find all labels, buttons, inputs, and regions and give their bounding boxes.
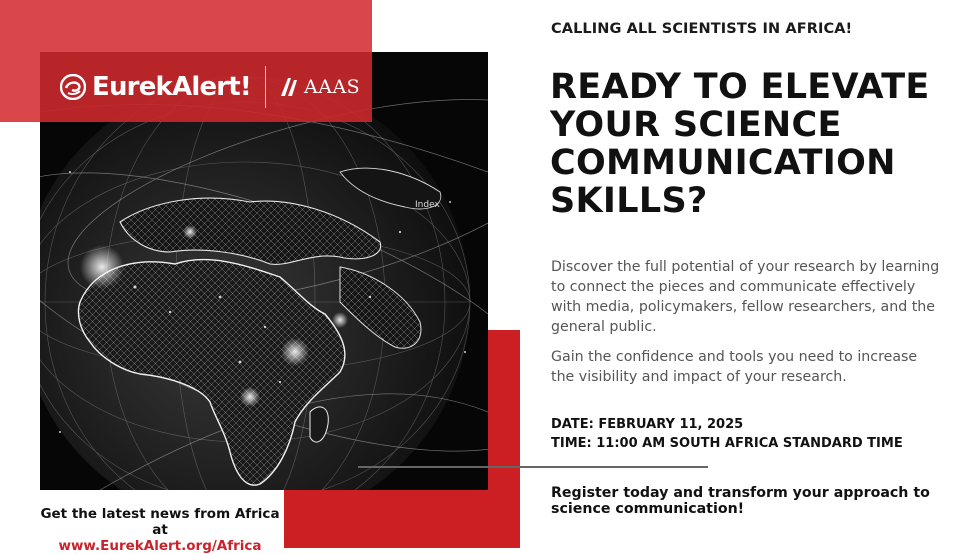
eurekalert-wordmark: EurekAlert!	[92, 72, 251, 102]
register-cta: Register today and transform your approach to science communication!	[551, 485, 930, 517]
eurekalert-logo-icon	[60, 74, 86, 100]
event-time: TIME: 11:00 AM SOUTH AFRICA STANDARD TIME	[551, 436, 903, 451]
aaas-wordmark: AAAS	[304, 76, 361, 98]
benefit-paragraph: Gain the confidence and tools you need to increase the visibility and impact of your research.	[551, 349, 918, 385]
logo-divider	[265, 66, 266, 108]
footer-note	[40, 506, 280, 554]
footer-link[interactable]: www.EurekAlert.org/Africa	[58, 538, 262, 554]
image-index-label: Index	[415, 200, 440, 210]
aaas-logo-icon	[280, 77, 302, 97]
divider-line	[358, 466, 708, 468]
logo-bar	[40, 52, 372, 122]
footer-text: Get the latest news from Africa at	[40, 506, 280, 538]
page-title: READY TO ELEVATE YOUR SCIENCE COMMUNICATION SKILLS?	[550, 67, 930, 221]
intro-paragraph: Discover the full potential of your research by learning to connect the pieces and communicate effectively with media, policymakers, fellow researchers, and the general public.	[551, 259, 940, 335]
kicker-heading: CALLING ALL SCIENTISTS IN AFRICA!	[551, 21, 853, 37]
event-date: DATE: FEBRUARY 11, 2025	[551, 417, 744, 432]
